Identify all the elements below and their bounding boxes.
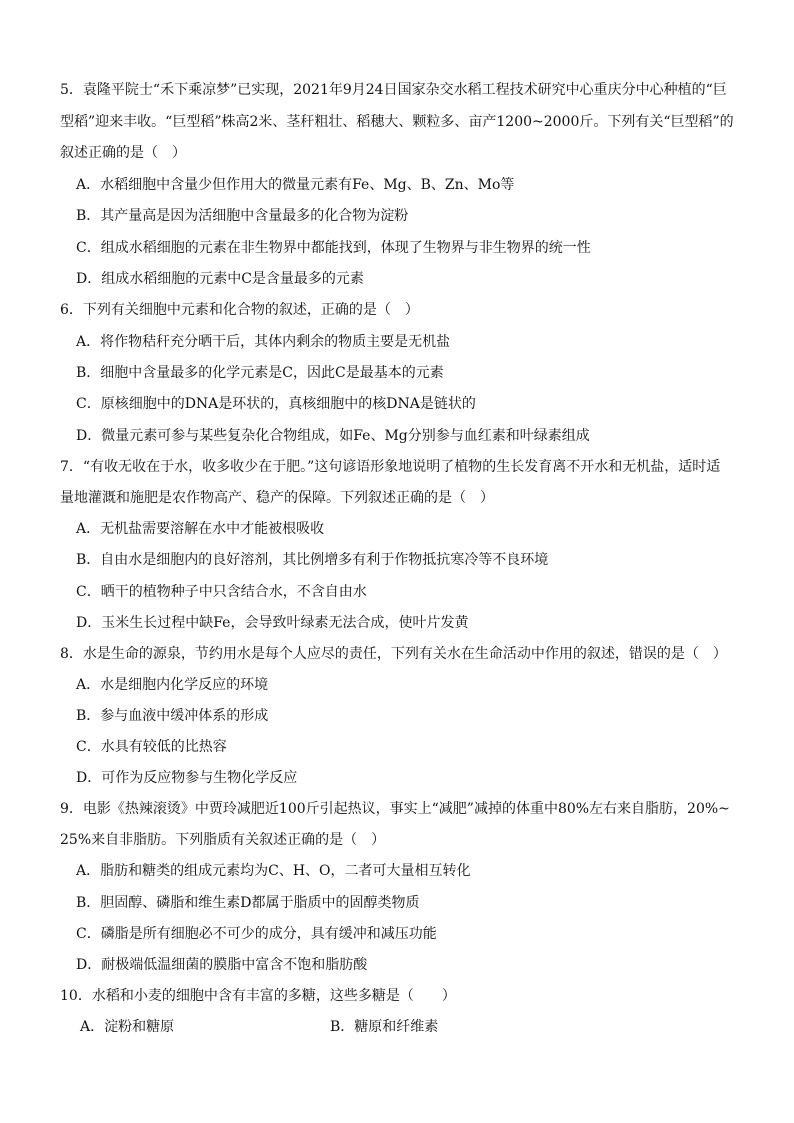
question-stem-line: 叙述正确的是（ ） bbox=[60, 145, 186, 161]
option-b: B．胆固醇、磷脂和维生素D都属于脂质中的固醇类物质 bbox=[76, 895, 420, 911]
option-c: C．磷脂是所有细胞必不可少的成分，具有缓冲和减压功能 bbox=[76, 926, 437, 942]
option-c: C．晒干的植物种子中只含结合水，不含自由水 bbox=[76, 584, 367, 600]
option-a: A．水稻细胞中含量少但作用大的微量元素有Fe、Mg、B、Zn、Mo等 bbox=[76, 177, 515, 193]
option-b: B．细胞中含量最多的化学元素是C，因此C是最基本的元素 bbox=[76, 365, 444, 381]
option-d: D．组成水稻细胞的元素中C是含量最多的元素 bbox=[76, 271, 364, 287]
option-b: B．糖原和纤维素 bbox=[330, 1019, 439, 1035]
option-a: A．水是细胞内化学反应的环境 bbox=[76, 677, 269, 693]
question-stem-line: 25%来自非脂肪。下列脂质有关叙述正确的是（ ） bbox=[60, 832, 386, 848]
question-stem-line: 7．“有收无收在于水，收多收少在于肥。”这句谚语形象地说明了植物的生长发育离不开水和无机盐，适时适 bbox=[60, 459, 721, 475]
option-d: D．耐极端低温细菌的膜脂中富含不饱和脂肪酸 bbox=[76, 957, 368, 973]
question-stem-line: 6．下列有关细胞中元素和化合物的叙述，正确的是（ ） bbox=[60, 302, 419, 318]
option-b: B．参与血液中缓冲体系的形成 bbox=[76, 708, 269, 724]
option-c: C．原核细胞中的DNA是环状的，真核细胞中的核DNA是链状的 bbox=[76, 396, 476, 412]
question-stem-line: 9．电影《热辣滚烫》中贾玲减肥近100斤引起热议，事实上“减肥”减掉的体重中80%左右来自脂肪，20%~ bbox=[60, 801, 730, 817]
option-d: D．玉米生长过程中缺Fe，会导致叶绿素无法合成，使叶片发黄 bbox=[76, 615, 469, 631]
option-c: C．水具有较低的比热容 bbox=[76, 739, 227, 755]
option-c: C．组成水稻细胞的元素在非生物界中都能找到，体现了生物界与非生物界的统一性 bbox=[76, 240, 591, 256]
option-d: D．微量元素可参与某些复杂化合物组成，如Fe、Mg分别参与血红素和叶绿素组成 bbox=[76, 428, 590, 444]
option-d: D．可作为反应物参与生物化学反应 bbox=[76, 770, 298, 786]
question-stem-line: 5．袁隆平院士“禾下乘凉梦”已实现，2021年9月24日国家杂交水稻工程技术研究中心重庆分中心种植的“巨 bbox=[60, 82, 727, 98]
question-stem-line: 8．水是生命的源泉，节约用水是每个人应尽的责任，下列有关水在生命活动中作用的叙述，错误的是（ ） bbox=[60, 646, 727, 662]
option-a: A．脂肪和糖类的组成元素均为C、H、O，二者可大量相互转化 bbox=[76, 863, 471, 879]
option-a: A．无机盐需要溶解在水中才能被根吸收 bbox=[76, 521, 325, 537]
option-b: B．自由水是细胞内的良好溶剂，其比例增多有利于作物抵抗寒冷等不良环境 bbox=[76, 552, 549, 568]
option-a: A．将作物秸秆充分晒干后，其体内剩余的物质主要是无机盐 bbox=[76, 334, 451, 350]
question-stem-line: 量地灌溉和施肥是农作物高产、稳产的保障。下列叙述正确的是（ ） bbox=[60, 490, 494, 506]
option-a: A．淀粉和糖原 bbox=[80, 1019, 175, 1035]
option-b: B．其产量高是因为活细胞中含量最多的化合物为淀粉 bbox=[76, 208, 409, 224]
question-stem-line: 型稻”迎来丰收。“巨型稻”株高2米、茎秆粗壮、稻穗大、颗粒多、亩产1200~2000斤。下列有关“巨型稻”的 bbox=[60, 114, 734, 130]
question-stem-line: 10．水稻和小麦的细胞中含有丰富的多糖，这些多糖是（ ） bbox=[60, 988, 456, 1004]
